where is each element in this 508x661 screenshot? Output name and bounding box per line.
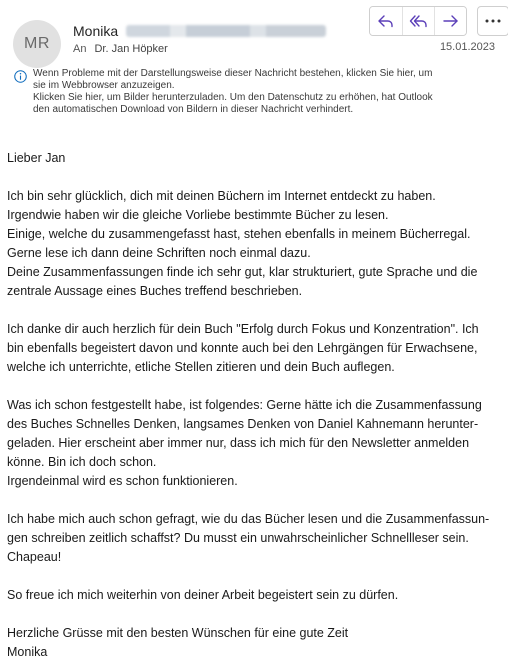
info-bar[interactable] — [14, 68, 499, 116]
body-line: Irgendwie haben wir die gleiche Vorliebe bestimmte Bücher zu lesen. — [7, 208, 389, 222]
body-line: bin ebenfalls begeistert davon und konnte auch bei den Lehrgängen für Erwachsene, — [7, 341, 478, 355]
more-options-button[interactable] — [477, 6, 508, 36]
body-line: Irgendeinmal wird es schon funktionieren. — [7, 474, 238, 488]
body-line: geladen. Hier erscheint aber immer nur, dass ich mich für den Newsletter anmelden — [7, 436, 470, 450]
forward-button[interactable] — [434, 7, 466, 35]
body-line: gen schreiben zeitlich schaffst? Du musst ein unwahrscheinlicher Schnellleser sein. — [7, 531, 469, 545]
forward-icon — [442, 13, 460, 29]
body-line: Chapeau! — [7, 550, 62, 564]
body-line: Ich habe mich auch schon gefragt, wie du das Bücher lesen und die Zusammenfassun- — [7, 512, 490, 526]
sender-email-redacted — [126, 25, 326, 37]
body-line: Ich bin sehr glücklich, dich mit deinen Büchern im Internet entdeckt zu haben. — [7, 189, 436, 203]
greeting: Lieber Jan — [7, 151, 66, 165]
more-options-icon — [485, 19, 501, 23]
reply-all-icon — [409, 13, 429, 29]
info-line[interactable]: Klicken Sie hier, um Bilder herunterzuladen. Um den Datenschutz zu erhöhen, hat Outlook — [33, 92, 433, 103]
body-line: Einige, welche du zusammengefasst hast, stehen ebenfalls in meinem Bücherregal. — [7, 227, 471, 241]
signature: Monika — [7, 645, 48, 659]
message-date: 15.01.2023 — [439, 41, 495, 53]
recipient-row — [73, 43, 168, 55]
body-line: So freue ich mich weiterhin von deiner Arbeit begeistert sein zu dürfen. — [7, 588, 399, 602]
body-line: Gerne lese ich dann deine Schriften noch einmal dazu. — [7, 246, 311, 260]
avatar[interactable]: MR — [13, 20, 61, 68]
body-line: könne. Bin ich doch schon. — [7, 455, 157, 469]
info-line: den automatischen Download von Bildern in dieser Nachricht verhindert. — [33, 104, 354, 115]
body-line: zentrale Aussage eines Buches treffend beschrieben. — [7, 284, 303, 298]
info-line[interactable]: sie im Webbrowser anzuzeigen. — [33, 80, 175, 91]
closing: Herzliche Grüsse mit den besten Wünschen für eine gute Zeit — [7, 626, 349, 640]
reply-button[interactable] — [370, 7, 402, 35]
body-line: Was ich schon festgestellt habe, ist folgendes: Gerne hätte ich die Zusammenfassung — [7, 398, 482, 412]
sender-name[interactable]: Monika — [73, 23, 119, 39]
info-line[interactable]: Wenn Probleme mit der Darstellungsweise dieser Nachricht bestehen, klicken Sie hier, um — [33, 68, 433, 79]
info-bar-text — [33, 68, 433, 116]
message-action-bar — [369, 6, 508, 36]
sender-row — [73, 23, 326, 39]
recipient-name[interactable]: Dr. Jan Höpker — [94, 43, 168, 55]
body-line: Deine Zusammenfassungen finde ich sehr gut, klar strukturiert, gute Sprache und die — [7, 265, 478, 279]
reply-all-button[interactable] — [402, 7, 434, 35]
body-line: des Buches Schnelles Denken, langsames Denken von Daniel Kahnemann herunter- — [7, 417, 479, 431]
body-line: Ich danke dir auch herzlich für dein Buch "Erfolg durch Fokus und Konzentration". Ich — [7, 322, 479, 336]
reply-actions — [369, 6, 467, 36]
to-label: An — [73, 43, 87, 55]
reply-icon — [377, 13, 395, 29]
body-line: welche ich unterrichte, etliche Stellen zitieren und dein Buch auflegen. — [7, 360, 395, 374]
info-icon — [14, 70, 27, 83]
message-body — [7, 149, 503, 661]
